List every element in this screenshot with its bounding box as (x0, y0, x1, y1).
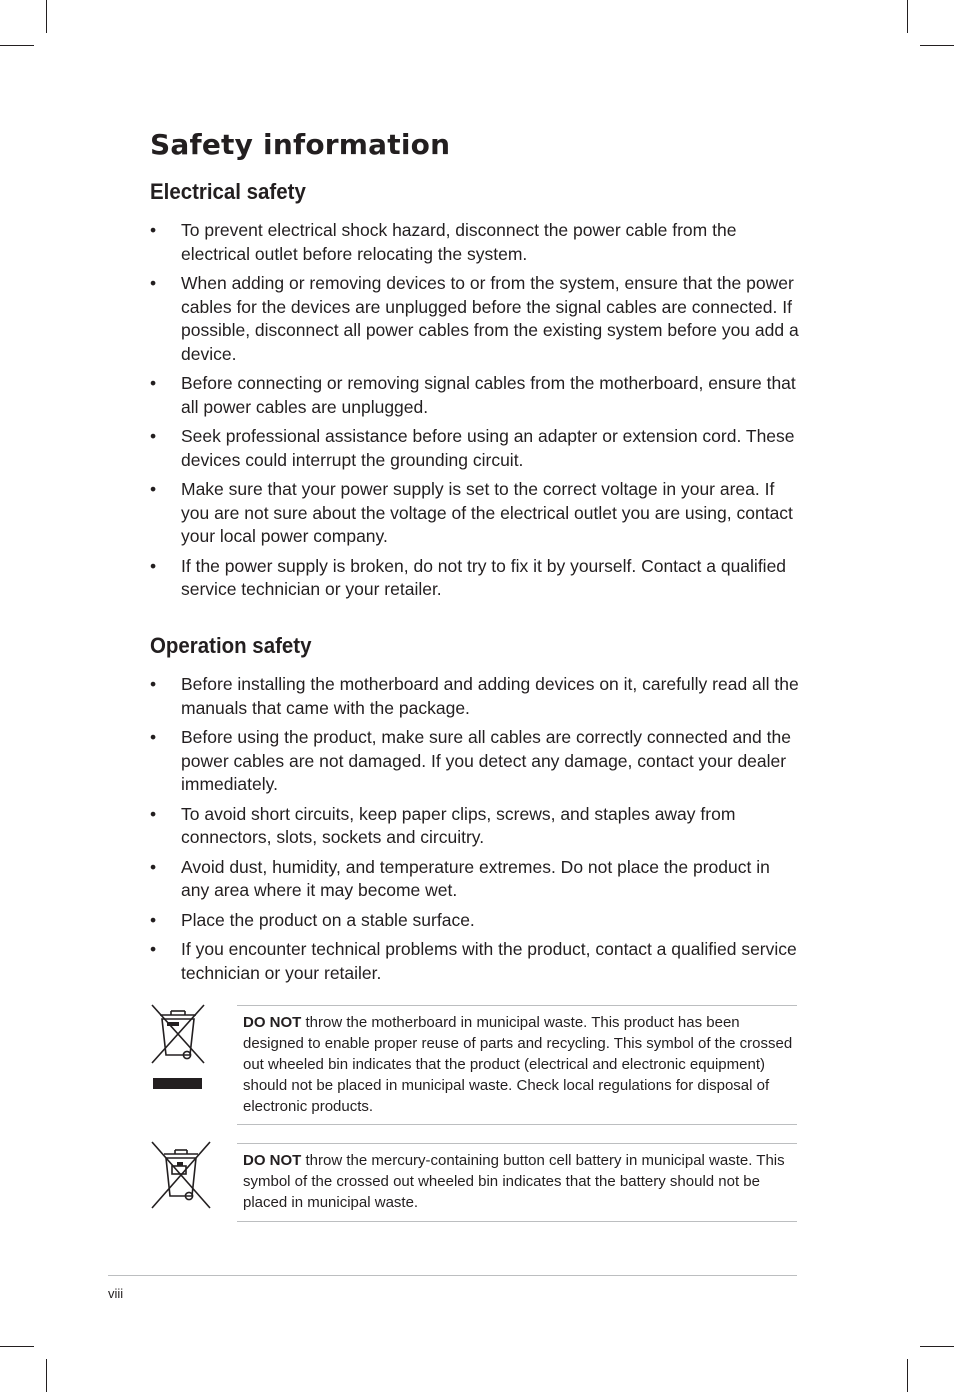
bullet: • (150, 373, 157, 393)
page-title: Safety information (150, 128, 451, 161)
municipal-waste-notice (237, 1005, 797, 1125)
list-item: • Make sure that your power supply is set to the correct voltage in your area. If you are not sure about the voltage of the electrical outlet you are using, contact your local power company. (150, 479, 793, 546)
list-item: • If the power supply is broken, do not try to fix it by yourself. Contact a qualified service technician or your retailer. (150, 555, 787, 599)
notice-text: DO NOT throw the motherboard in municipal waste. This product has been designed to enable proper reuse of parts and recycling. This symbol of the crossed out wheeled bin indicates that the product (electrical and electronic equipment) should not be placed in municipal waste. Check local regulations for disposal of electronic products. (243, 1014, 793, 1115)
bullet: • (150, 803, 157, 824)
bullet: • (150, 674, 157, 694)
crop-mark (920, 45, 954, 46)
crop-mark (46, 0, 47, 33)
bullet: • (150, 939, 157, 959)
crop-mark (0, 1346, 34, 1347)
crop-mark (907, 0, 908, 33)
list-item: • To avoid short circuits, keep paper clips, screws, and staples away from connectors, slots, sockets and circuitry. (150, 803, 736, 847)
list-item: • Place the product on a stable surface. (150, 909, 800, 933)
bullet: • (150, 909, 157, 930)
operation-safety-list (150, 673, 800, 991)
list-item: • Before using the product, make sure all cables are correctly connected and the power cables are not damaged. If you detect any damage, contact your dealer immediately. (150, 727, 791, 794)
bullet: • (150, 479, 157, 499)
crossed-out-wheeled-bin-with-bar-icon (150, 1003, 206, 1096)
operation-safety-heading: Operation safety (150, 633, 312, 658)
crop-mark (920, 1346, 954, 1347)
footer-divider (108, 1275, 797, 1276)
list-item: • When adding or removing devices to or from the system, ensure that the power cables for the devices are unplugged before the signal cables are connected. If possible, disconnect all power cables from the existing system before you add a device. (150, 273, 799, 364)
bullet: • (150, 273, 157, 293)
notice-text: DO NOT throw the mercury-containing button cell battery in municipal waste. This symbol of the crossed out wheeled bin indicates that the battery should not be placed in municipal waste. (243, 1152, 785, 1211)
battery-waste-notice (237, 1143, 797, 1222)
list-item: • If you encounter technical problems with the product, contact a qualified service technician or your retailer. (150, 939, 797, 983)
list-item: • To prevent electrical shock hazard, disconnect the power cable from the electrical outlet before relocating the system. (150, 220, 737, 264)
list-item: • Before installing the motherboard and adding devices on it, carefully read all the manuals that came with the package. (150, 674, 799, 718)
crop-mark (46, 1359, 47, 1392)
crop-mark (907, 1359, 908, 1392)
bullet: • (150, 220, 157, 240)
bullet: • (150, 426, 157, 446)
list-item: • Seek professional assistance before using an adapter or extension cord. These devices could interrupt the grounding circuit. (150, 426, 795, 470)
electrical-safety-list (150, 219, 800, 608)
list-item: • Before connecting or removing signal cables from the motherboard, ensure that all power cables are unplugged. (150, 373, 796, 417)
bullet: • (150, 856, 157, 877)
list-item: • Avoid dust, humidity, and temperature extremes. Do not place the product in any area where it may become wet. (150, 856, 770, 900)
bullet: • (150, 727, 157, 747)
crossed-out-wheeled-bin-with-battery-icon (150, 1140, 212, 1215)
page-number: viii (108, 1286, 124, 1301)
crop-mark (0, 45, 34, 46)
bullet: • (150, 555, 157, 576)
electrical-safety-heading: Electrical safety (150, 179, 306, 204)
